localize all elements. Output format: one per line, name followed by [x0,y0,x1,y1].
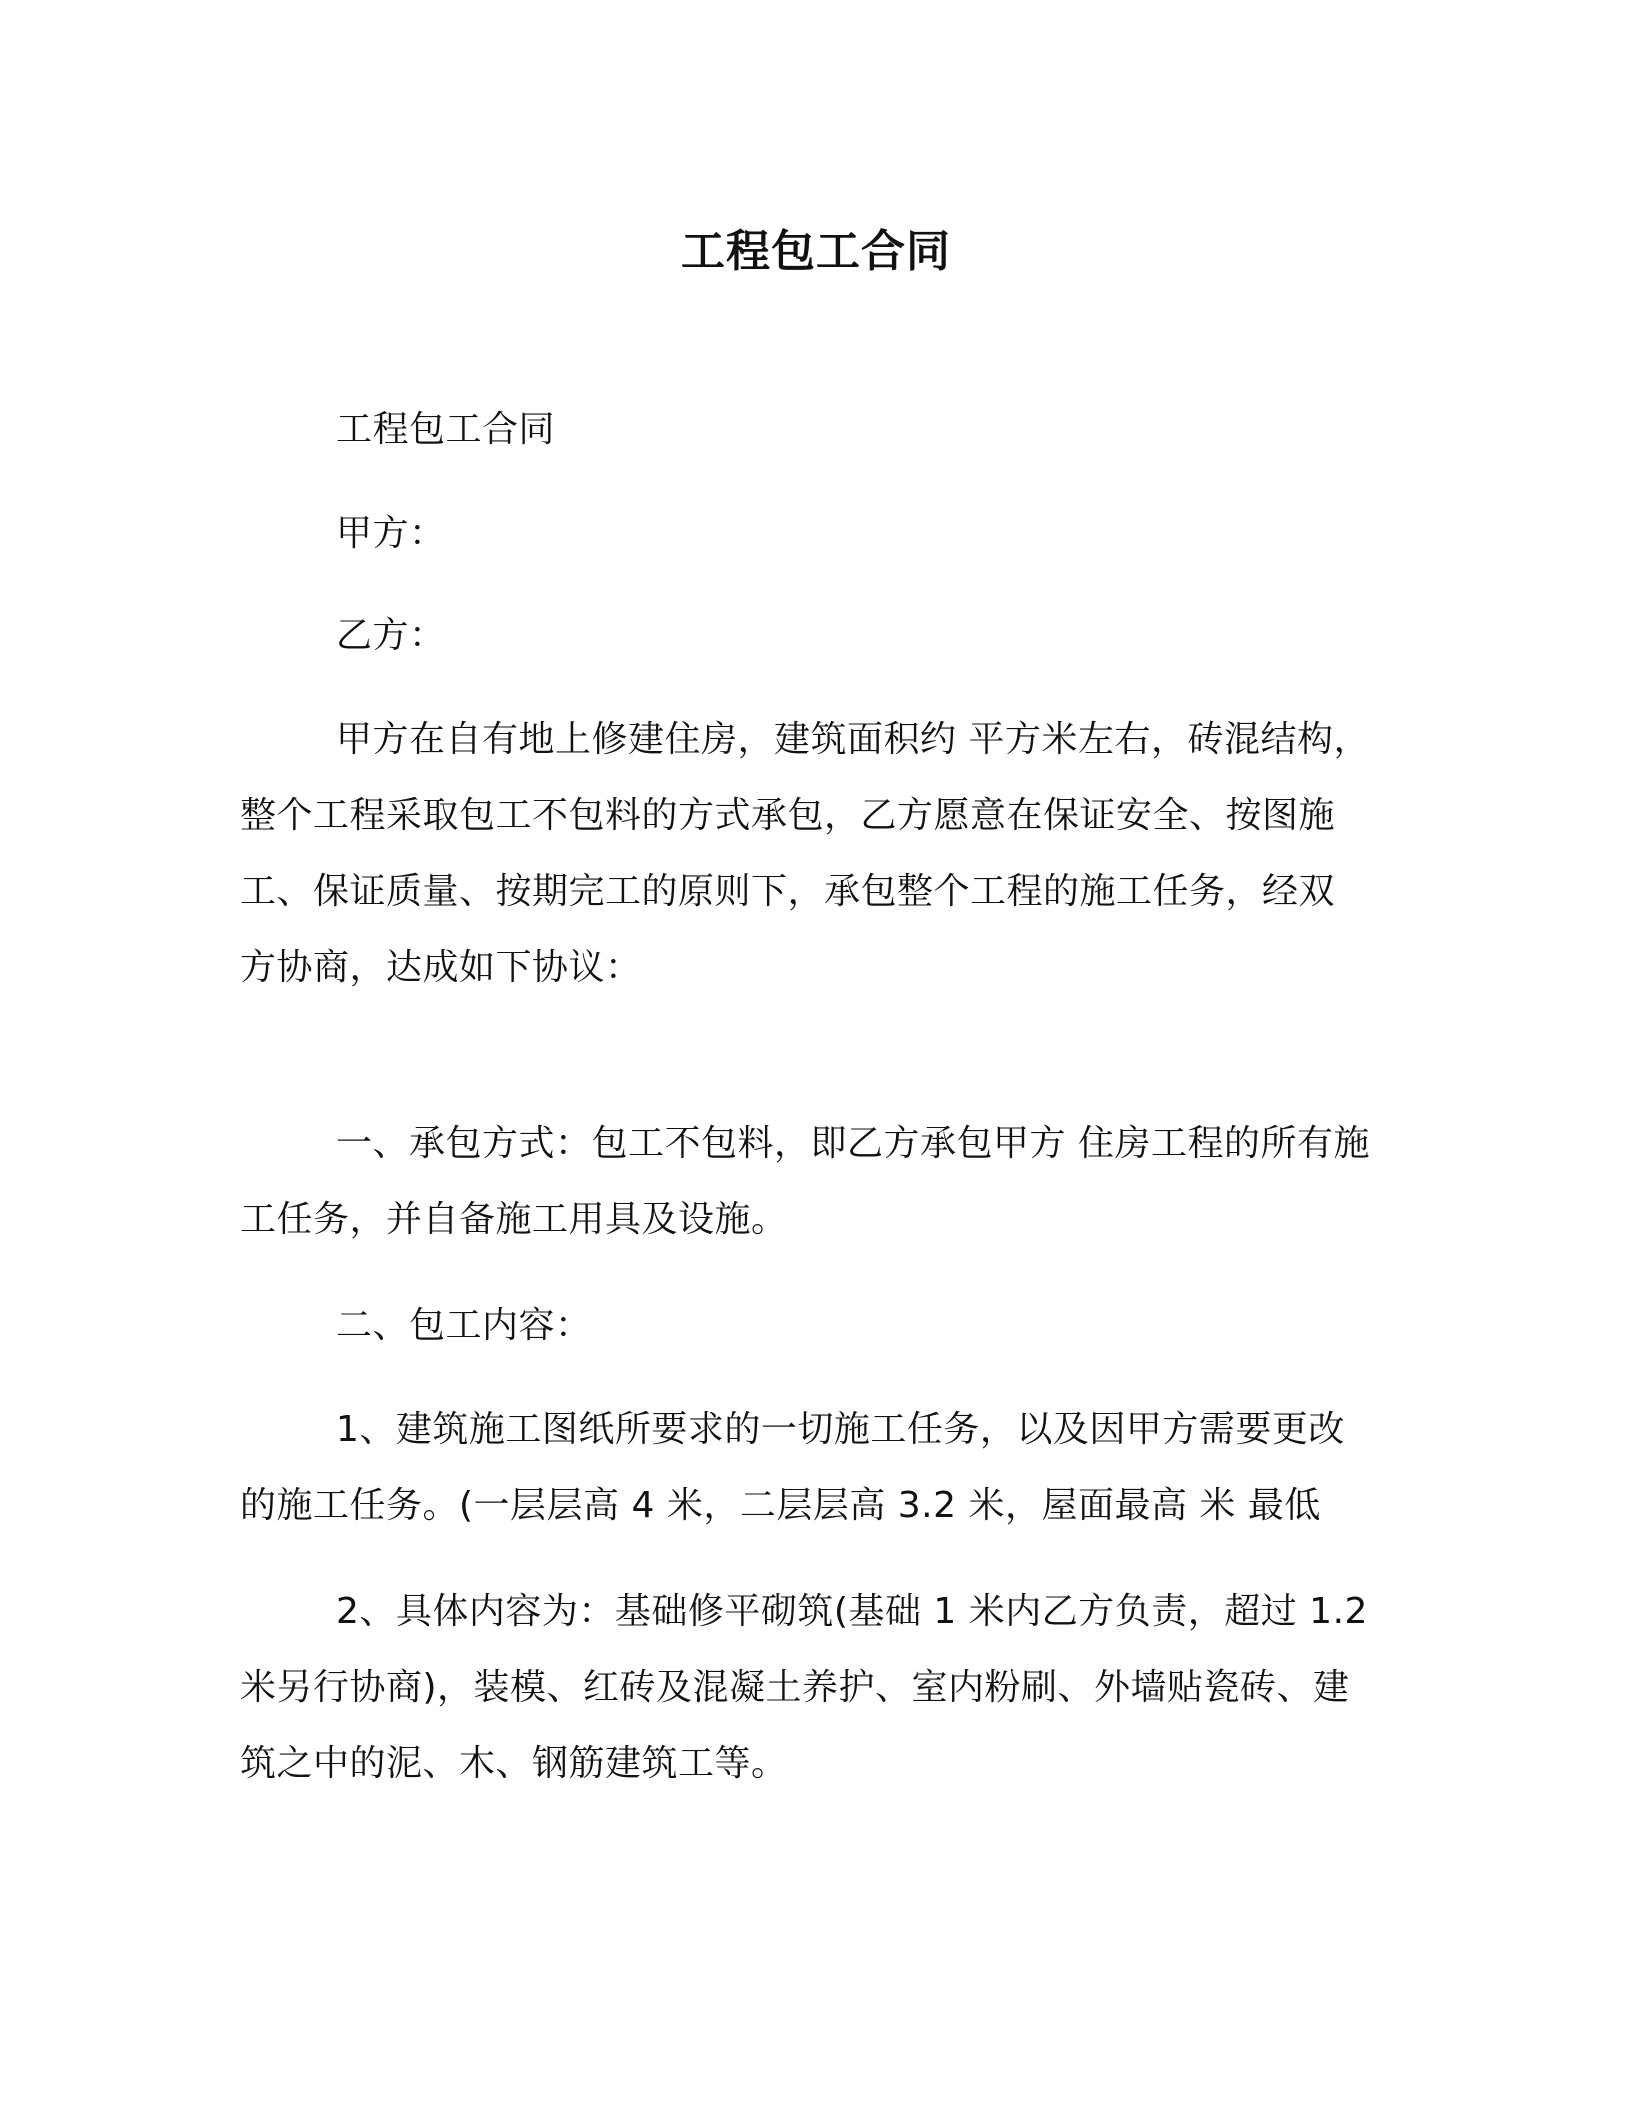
document-title: 工程包工合同 [681,226,951,277]
item-2-line: 筑之中的泥、木、钢筋建筑工等。 [240,1743,788,1784]
contract-heading: 工程包工合同 [336,409,556,450]
item-1-line: 的施工任务。(一层层高 4 米，二层层高 3.2 米，屋面最高 米 最低 [240,1485,1321,1526]
item-2-line: 米另行协商)，装模、红砖及混凝土养护、室内粉刷、外墙贴瓷砖、建 [240,1667,1350,1708]
party-a-label: 甲方： [336,513,446,554]
intro-paragraph [240,702,1390,1006]
item-1-paragraph [240,1392,1390,1544]
section-2-heading: 二、包工内容： [336,1305,592,1346]
item-2-paragraph [240,1574,1390,1802]
intro-line: 甲方在自有地上修建住房，建筑面积约 平方米左右，砖混结构， [336,719,1370,760]
item-2-line: 2、具体内容为：基础修平砌筑(基础 1 米内乙方负责，超过 1.2 [336,1591,1368,1632]
party-b-label: 乙方： [336,615,446,656]
item-1-line: 1、建筑施工图纸所要求的一切施工任务，以及因甲方需要更改 [336,1409,1345,1450]
section-1-line: 工任务，并自备施工用具及设施。 [240,1199,788,1240]
intro-line: 方协商，达成如下协议： [240,947,642,988]
section-1-paragraph [240,1106,1390,1258]
intro-line: 整个工程采取包工不包料的方式承包，乙方愿意在保证安全、按图施 [240,795,1336,836]
section-1-line: 一、承包方式：包工不包料，即乙方承包甲方 住房工程的所有施 [336,1123,1370,1164]
intro-line: 工、保证质量、按期完工的原则下，承包整个工程的施工任务，经双 [240,871,1336,912]
